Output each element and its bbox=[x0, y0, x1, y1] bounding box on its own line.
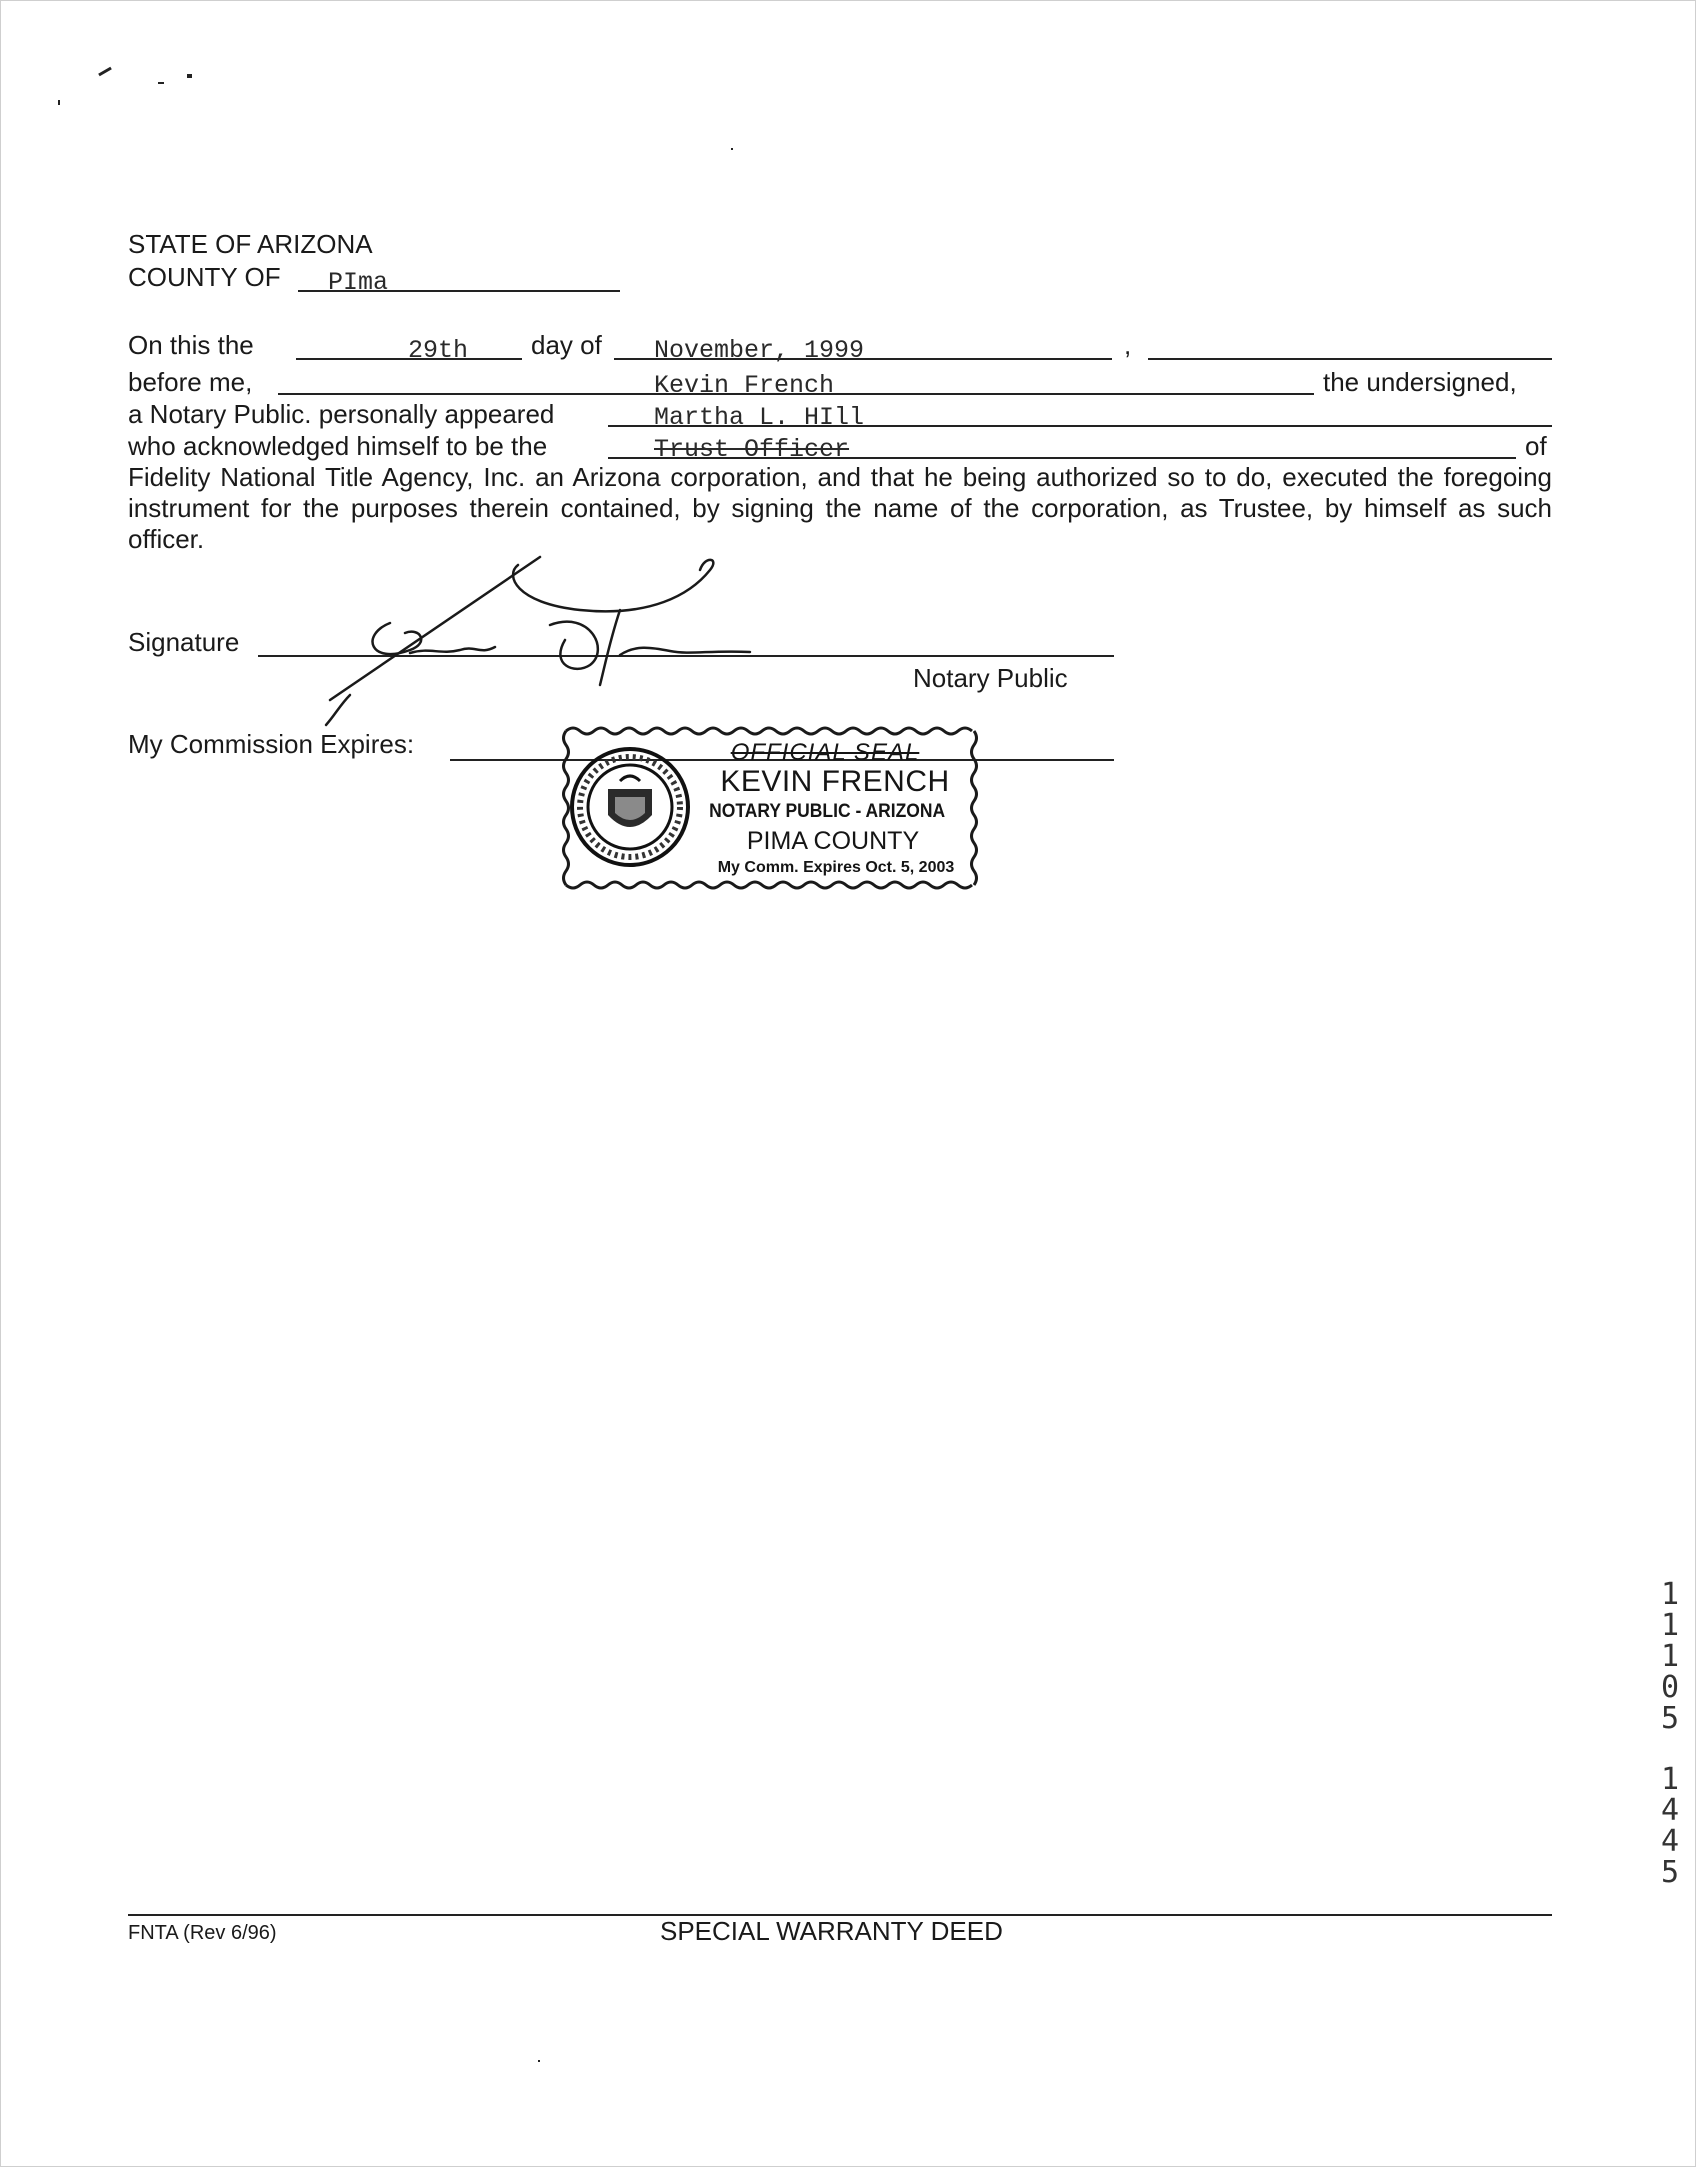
state-heading: STATE OF ARIZONA bbox=[128, 229, 373, 259]
county-label: COUNTY OF bbox=[128, 262, 281, 292]
of-label: of bbox=[1525, 431, 1547, 461]
recording-digit: 4 bbox=[1660, 1824, 1680, 1859]
title-value: Trust Officer bbox=[654, 435, 850, 464]
acknowledged-label: who acknowledged himself to be the bbox=[128, 431, 548, 461]
day-of-label: day of bbox=[531, 330, 602, 360]
appeared-label: a Notary Public. personally appeared bbox=[128, 399, 555, 429]
scan-speck bbox=[731, 148, 733, 150]
document-title: SPECIAL WARRANTY DEED bbox=[660, 1916, 1003, 1946]
recording-digit: 5 bbox=[1660, 1855, 1680, 1890]
county-value: PIma bbox=[328, 268, 389, 297]
recording-digit: 5 bbox=[1660, 1701, 1680, 1736]
recording-digit: 1 bbox=[1660, 1639, 1680, 1674]
official-seal-stamp bbox=[560, 723, 980, 893]
recording-digit: 4 bbox=[1660, 1793, 1680, 1828]
day-value: 29th bbox=[408, 336, 469, 365]
recording-digit: 1 bbox=[1660, 1608, 1680, 1643]
undersigned-label: the undersigned, bbox=[1323, 367, 1517, 397]
handwritten-signature bbox=[290, 555, 770, 735]
scan-speck bbox=[58, 100, 60, 105]
commission-label: My Commission Expires: bbox=[128, 729, 415, 759]
appeared-name: Martha L. HIll bbox=[654, 403, 865, 432]
acknowledgment-body: Fidelity National Title Agency, Inc. an Arizona corporation, and that he being authorized so to do, executed the foregoing instrument for the purposes therein contained, by signing the name of the corporation, as Trustee, by himself as such officer. bbox=[128, 462, 1552, 554]
seal-notary-public: NOTARY PUBLIC - ARIZONA bbox=[709, 801, 946, 822]
month-year-value: November, 1999 bbox=[654, 336, 865, 365]
recording-digit: 1 bbox=[1660, 1577, 1680, 1612]
signature-label: Signature bbox=[128, 627, 240, 657]
officer-name: Kevin French bbox=[654, 371, 835, 400]
notary-public-label: Notary Public bbox=[913, 663, 1068, 693]
scan-speck bbox=[538, 2060, 540, 2062]
scan-speck bbox=[158, 82, 164, 84]
recording-digit: 1 bbox=[1660, 1762, 1680, 1797]
scan-speck bbox=[187, 74, 192, 78]
seal-expiration: My Comm. Expires Oct. 5, 2003 bbox=[717, 859, 955, 876]
trailing-line bbox=[1148, 358, 1552, 360]
recording-number bbox=[1655, 1577, 1685, 1890]
recording-gap bbox=[1655, 1735, 1685, 1765]
seal-county: PIMA COUNTY bbox=[746, 827, 920, 855]
recording-digit: 0 bbox=[1660, 1670, 1680, 1705]
comma-mark: , bbox=[1124, 330, 1132, 360]
form-code: FNTA (Rev 6/96) bbox=[128, 1922, 277, 1944]
before-me-label: before me, bbox=[128, 367, 253, 397]
seal-name: KEVIN FRENCH bbox=[720, 765, 950, 798]
seal-official-seal: OFFICIAL SEAL bbox=[730, 739, 920, 766]
on-this-the-label: On this the bbox=[128, 330, 254, 360]
